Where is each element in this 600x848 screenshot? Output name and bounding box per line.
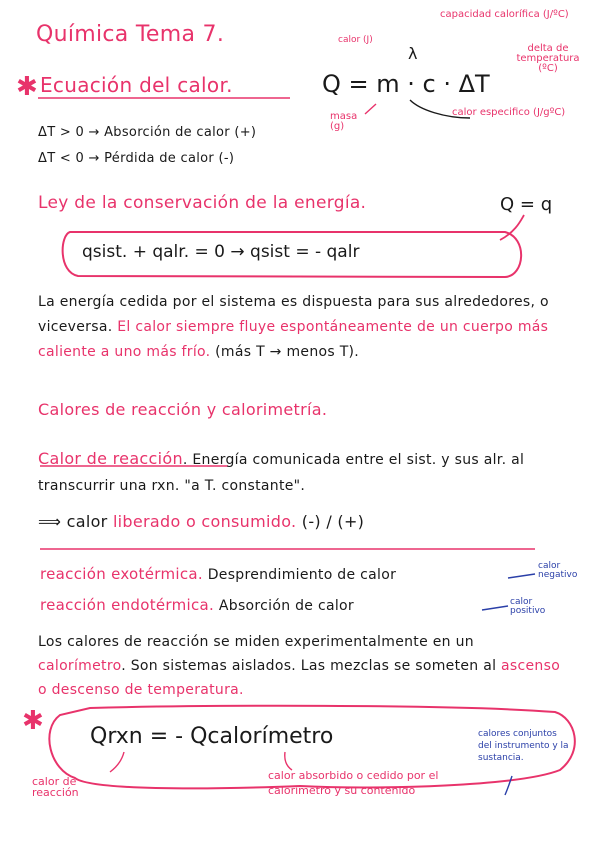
arrow-negativo: [508, 574, 535, 578]
line-dt-negative: ΔT < 0 → Pérdida de calor (-): [38, 151, 235, 166]
paragraph-energia: [38, 290, 558, 365]
line-dt-positive: ΔT > 0 → Absorción de calor (+): [38, 125, 257, 140]
line-exotermica: [40, 567, 396, 582]
annot-calor-reaccion: calor de reacción: [32, 775, 79, 799]
asterisk-icon: ✱: [16, 72, 38, 102]
arrow-calor-text: ⟹ calor: [38, 512, 108, 531]
paragraph-calorimetro: [38, 630, 563, 702]
annot-calores-conjunto: calores conjuntos del instrumento y la sustancia.: [478, 729, 569, 763]
annot-absorbido: calor absorbido o cedido por el calorímetro y su contenido: [268, 769, 439, 797]
line-liberado: [38, 514, 364, 530]
heading-calores: Calores de reacción y calorimetría.: [38, 400, 328, 419]
annot-lambda: λ: [408, 44, 418, 63]
annot-negativo: calor negativo: [538, 561, 578, 580]
arrow-conjunto: [505, 776, 512, 795]
paragraph-calorimetro-a: Los calores de reacción se miden experimentalmente en un: [38, 634, 474, 650]
liberado-text: liberado o consumido.: [112, 512, 297, 531]
paragraph-calorimetro-ascenso: ascenso o descenso de temperatura.: [38, 658, 561, 698]
formula-rxn: Qrxn = - Qcalorímetro: [90, 724, 334, 749]
boxed-equation: qsist. + qalr. = 0 → qsist = - qalr: [82, 242, 360, 262]
annot-calor-especifico: calor especifico (J/gºC): [452, 107, 566, 118]
formula-main: Q = m · c · ΔT: [322, 70, 490, 98]
exotermica-label: reacción exotérmica.: [40, 565, 203, 583]
paragraph-calorimetro-b: . Son sistemas aislados. Las mezclas se someten al: [121, 658, 497, 674]
annot-positivo: calor positivo: [510, 597, 546, 616]
paragraph-energia-dark: La energía cedida por el sistema es dispuesta para sus alrededores, o viceversa.: [38, 294, 549, 335]
calor-reaccion-def: . Energía comunicada entre el sist. y sus alr. al transcurrir una rxn. "a T. constante".: [38, 452, 525, 494]
paragraph-energia-tail: (más T → menos T).: [215, 344, 360, 360]
ley-side-formula: Q = q: [500, 194, 553, 215]
calor-reaccion-label: Calor de reacción: [38, 449, 183, 468]
heading-ley: Ley de la conservación de la energía.: [38, 193, 367, 213]
line-endotermica: [40, 598, 354, 613]
annot-delta-temp: delta de temperatura (ºC): [516, 43, 580, 74]
heading-ecuacion: Ecuación del calor.: [40, 73, 233, 97]
annot-calor: calor (J): [338, 35, 373, 45]
annot-masa: masa (g): [330, 111, 358, 132]
annot-capacidad: capacidad calorífica (J/ºC): [440, 9, 569, 20]
paragraph-calorimetro-word: calorímetro: [38, 658, 122, 674]
arrow-calor-reaccion: [110, 752, 124, 772]
asterisk-icon: ✱: [22, 706, 44, 736]
paragraph-calor-reaccion: [38, 446, 558, 499]
paragraph-energia-pink: El calor siempre fluye espontáneamente de un cuerpo más caliente a uno más frío.: [38, 319, 549, 360]
page-title: Química Tema 7.: [36, 22, 225, 47]
exotermica-def: Desprendimiento de calor: [207, 567, 397, 583]
endotermica-label: reacción endotérmica.: [40, 596, 215, 614]
endotermica-def: Absorción de calor: [218, 598, 354, 614]
signs-text: (-) / (+): [301, 512, 365, 531]
arrow-positivo: [482, 606, 508, 610]
